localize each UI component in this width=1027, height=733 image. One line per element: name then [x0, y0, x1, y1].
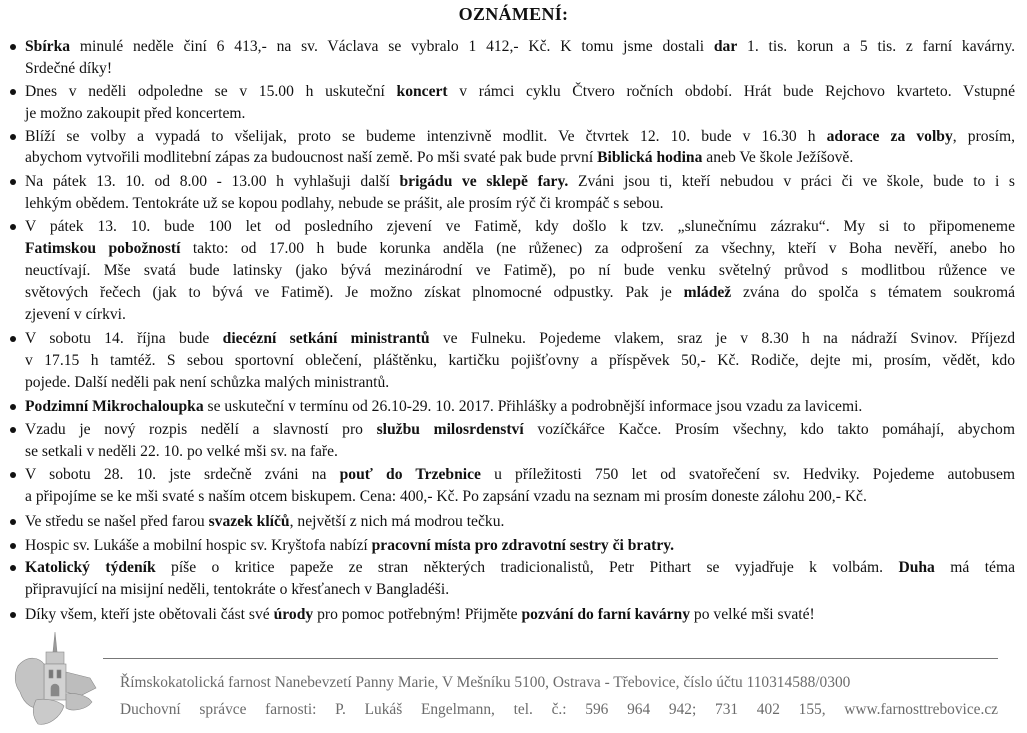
text-span: minulé neděle činí 6 413,- na sv. Václava se vybralo 1 412,- Kč. K tomu jsme dostali — [70, 38, 714, 55]
text-span: V pátek 13. 10. bude 100 let od posledního zjevení ve Fatimě, kdy došlo k tzv. „slunečnímu zázraku“. My si to připomeneme — [25, 218, 1015, 235]
text-span: v rámci cyklu Čtvero ročních období. Hrát bude Rejchovo kvarteto. Vstupné — [447, 83, 1015, 100]
text-span: Blíží se volby a vypadá to všelijak, proto se budeme intenzivně modlit. Ve čtvrtek 12. 10. bude v 16.30 h — [25, 128, 827, 145]
bold-phrase: brigádu ve sklepě fary. — [399, 173, 569, 190]
text-span: v 17.15 h tamtéž. S sebou sportovní oblečení, pláštěnku, kartičku pojišťovny a příspěvek 50,- Kč. Rodiče, dejte mi, prosím, vědět, kdo — [25, 352, 1015, 369]
text-span: Zváni jsou ti, kteří nebudou v práci či ve škole, bude to i s — [568, 173, 1015, 190]
bold-phrase: službu milosrdenství — [376, 421, 524, 438]
bullet-icon — [10, 224, 16, 230]
bullet-icon — [10, 472, 16, 478]
bullet-icon — [10, 404, 16, 410]
text-span: zjevení v církvi. — [25, 306, 126, 323]
church-icon — [10, 630, 102, 730]
text-span: je možno zakoupit před koncertem. — [25, 105, 246, 122]
page-title: OZNÁMENÍ: — [458, 4, 569, 24]
text-span: připravující na misijní neděli, tentokráte o křesťanech v Bangladéši. — [25, 581, 450, 598]
text-span: neuctívají. Mše svatá bude latinsky (jako bývá mezinárodní ve Fatimě), po ní bude venku světelný průvod s modlitbou růžence ve — [25, 262, 1015, 279]
text-span: abychom vytvořili modlitební zápas za budoucnost naší země. Po mši svaté pak bude první — [25, 149, 598, 166]
text-span: Na pátek 13. 10. od 8.00 - 13.00 h vyhlašuji další — [25, 173, 400, 190]
announcement-line — [25, 329, 1015, 349]
announcement-line — [25, 465, 1015, 485]
text-span: , prosím, — [952, 128, 1015, 145]
footer-divider — [103, 658, 998, 659]
text-span: světových řečech (jak to bývá ve Fatimě). Je možno získat plnomocné odpustky. Pak je — [25, 284, 684, 301]
bullet-icon — [10, 427, 16, 433]
bold-phrase: pouť do Trzebnice — [339, 466, 481, 483]
bullet-icon — [10, 543, 16, 549]
text-span: Vzadu je nový rozpis nedělí a slavností pro — [25, 421, 377, 438]
text-span: Dnes v neděli odpoledne se v 15.00 h uskuteční — [25, 83, 397, 100]
text-span: píše o kritice papeže ze stran některých tradicionalistů, Petr Pithart se vyjadřuje k volbám. — [155, 559, 899, 576]
bullet-icon — [10, 89, 16, 95]
announcement-line — [25, 442, 1015, 462]
text-span: lehkým obědem. Tentokráte už se kopou podlahy, nebude se prášit, ale prosím rýč či krompáč s sebou. — [25, 195, 664, 212]
announcement-line — [25, 536, 1015, 556]
announcement-line — [25, 127, 1015, 147]
text-span: , největší z nich má modrou tečku. — [289, 513, 505, 530]
text-span: takto: od 17.00 h bude korunka anděla (ne růženec) za odprošení za všechny, kteří v Boha nevěří, anebo ho — [180, 240, 1015, 257]
announcement-line — [25, 283, 1015, 303]
bold-phrase: pracovní místa pro zdravotní sestry či bratry. — [371, 537, 675, 554]
text-span: a připojíme se ke mši svaté s naším otcem biskupem. Cena: 400,- Kč. Po zapsání vzadu na seznam mi prosím doneste zálohu 200,- Kč. — [25, 488, 867, 505]
text-span: aneb Ve škole Ježíšově. — [702, 149, 854, 166]
announcement-line — [25, 148, 1015, 168]
bold-phrase: Sbírka — [25, 38, 71, 55]
announcement-line — [25, 487, 1015, 507]
footer-contact: Duchovní správce farnosti: P. Lukáš Engelmann, tel. č.: 596 964 942; 731 402 155, www.farnosttrebovice.cz — [120, 701, 998, 718]
bold-phrase: dar — [713, 38, 738, 55]
text-span: 1. tis. korun a 5 tis. z farní kavárny. — [737, 38, 1015, 55]
text-span: se setkali v neděli 22. 10. po velké mši sv. na faře. — [25, 443, 338, 460]
announcement-line — [25, 217, 1015, 237]
bullet-icon — [10, 519, 16, 525]
announcement-line — [25, 261, 1015, 281]
bold-phrase: úrody — [273, 606, 314, 623]
announcement-line — [25, 305, 1015, 325]
announcement-line — [25, 172, 1015, 192]
bullet-icon — [10, 612, 16, 618]
bullet-icon — [10, 44, 16, 50]
announcement-line — [25, 420, 1015, 440]
announcement-line — [25, 59, 1015, 79]
bold-phrase: Biblická hodina — [597, 149, 703, 166]
bold-phrase: diecézní setkání ministrantů — [222, 330, 430, 347]
text-span: vozíčkářce Kačce. Prosím všechny, kdo takto pomáhají, abychom — [523, 421, 1015, 438]
text-span: má téma — [934, 559, 1015, 576]
text-span: se uskuteční v termínu od 26.10-29. 10. 2017. Přihlášky a podrobnější informace jsou vzadu za lavicemi. — [203, 398, 863, 415]
text-span: V sobotu 28. 10. jste srdečně zváni na — [25, 466, 340, 483]
bold-phrase: svazek klíčů — [208, 513, 290, 530]
announcement-line — [25, 351, 1015, 371]
text-span: po velké mši svaté! — [690, 606, 815, 623]
bold-phrase: Podzimní Mikrochaloupka — [25, 398, 204, 415]
text-span: zvána do spolča s tématem soukromá — [731, 284, 1015, 301]
announcement-line — [25, 194, 1015, 214]
bullet-icon — [10, 134, 16, 140]
text-span: ve Fulneku. Pojedeme vlakem, sraz je v 8.30 h na nádraží Svinov. Příjezd — [429, 330, 1015, 347]
announcement-line — [25, 373, 1015, 393]
bullet-icon — [10, 179, 16, 185]
bold-phrase: Duha — [898, 559, 935, 576]
announcement-line — [25, 512, 1015, 532]
text-span: pro pomoc potřebným! Přijměte — [313, 606, 522, 623]
announcement-line — [25, 605, 1015, 625]
footer-address: Římskokatolická farnost Nanebevzetí Panny Marie, V Mešníku 5100, Ostrava - Třebovice, číslo účtu 110314588/0300 — [120, 674, 851, 691]
announcement-line — [25, 82, 1015, 102]
bold-phrase: Fatimskou pobožností — [25, 240, 181, 257]
announcement-line — [25, 558, 1015, 578]
bold-phrase: mládež — [683, 284, 732, 301]
text-span: pojede. Další neděli pak není schůzka malých ministrantů. — [25, 374, 390, 391]
bold-phrase: Katolický týdeník — [25, 559, 156, 576]
bold-phrase: adorace za volby — [826, 128, 953, 145]
text-span: Ve středu se našel před farou — [25, 513, 209, 530]
text-span: V sobotu 14. října bude — [25, 330, 223, 347]
bold-phrase: pozvání do farní kavárny — [521, 606, 691, 623]
text-span: Díky všem, kteří jste obětovali část své — [25, 606, 274, 623]
announcement-line — [25, 37, 1015, 57]
bold-phrase: koncert — [396, 83, 448, 100]
announcement-line — [25, 104, 1015, 124]
announcement-line — [25, 239, 1015, 259]
announcement-line — [25, 397, 1015, 417]
text-span: Srdečné díky! — [25, 60, 113, 77]
announcement-line — [25, 580, 1015, 600]
text-span: u příležitosti 750 let od svatořečení sv. Hedviky. Pojedeme autobusem — [480, 466, 1015, 483]
text-span: Hospic sv. Lukáše a mobilní hospic sv. Kryštofa nabízí — [25, 537, 372, 554]
bullet-icon — [10, 336, 16, 342]
bullet-icon — [10, 565, 16, 571]
